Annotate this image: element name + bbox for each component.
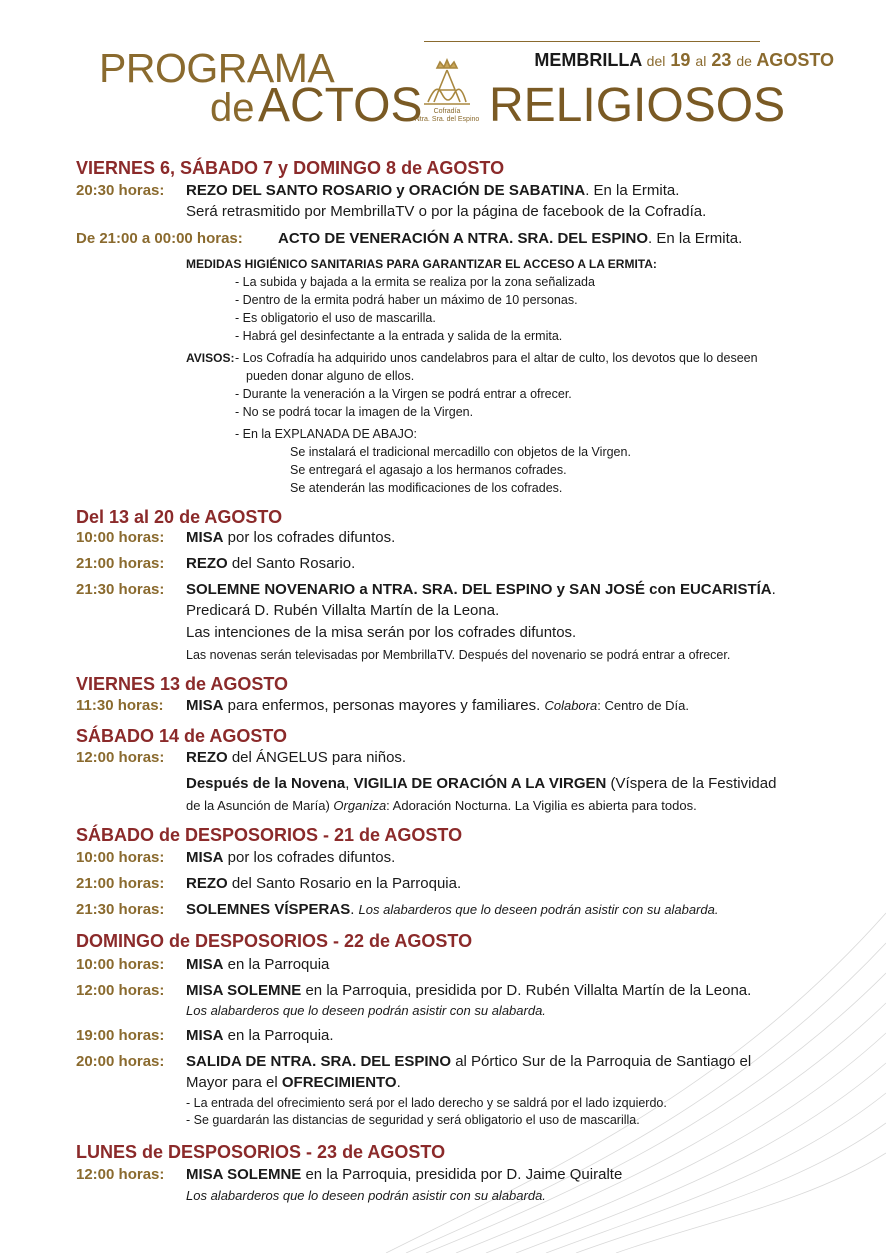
section-title: DOMINGO de DESPOSORIOS - 22 de AGOSTO [76,931,473,951]
cofradia-emblem [412,58,482,132]
event-time: 10:00 horas: [76,849,165,866]
event-time: 12:00 horas: [76,1166,165,1183]
event-time: 20:00 horas: [76,1053,165,1070]
event-time: 19:00 horas: [76,1027,165,1044]
event-time: 20:30 horas: [76,182,165,199]
event-description: MISA para enfermos, personas mayores y familiares. Colabora: Centro de Día. [186,697,690,714]
event-description: REZO del Santo Rosario. [186,555,356,572]
del-word: del [646,53,666,69]
event-detail: de la Asunción de María) Organiza: Adoración Nocturna. La Vigilia es abierta para todos. [186,798,697,813]
event-time: 21:30 horas: [76,901,165,918]
list-item: Se instalará el tradicional mercadillo con objetos de la Virgen. [290,445,631,459]
event-description: REZO DEL SANTO ROSARIO y ORACIÓN DE SABATINA. En la Ermita. [186,182,680,199]
list-item: - Durante la veneración a la Virgen se podrá entrar a ofrecer. [235,387,572,401]
crown-monogram-icon [420,58,474,108]
list-item: - No se podrá tocar la imagen de la Virgen. [235,405,474,419]
section-title: VIERNES 13 de AGOSTO [76,674,289,694]
event-description: SOLEMNES VÍSPERAS. Los alabarderos que lo deseen podrán asistir con su alabarda. [186,901,719,918]
event-time: 10:00 horas: [76,956,165,973]
day-from: 19 [670,50,691,70]
al-word: al [695,53,707,69]
medidas-title: MEDIDAS HIGIÉNICO SANITARIAS PARA GARANTIZAR EL ACCESO A LA ERMITA: [186,257,657,271]
event-detail: Las intenciones de la misa serán por los cofrades difuntos. [186,624,577,641]
event-time: 12:00 horas: [76,749,165,766]
event-detail: Será retrasmitido por MembrillaTV o por la página de facebook de la Cofradía. [186,203,707,220]
event-description: REZO del ÁNGELUS para niños. [186,749,407,766]
event-detail: Mayor para el OFRECIMIENTO. [186,1074,401,1091]
month-name: AGOSTO [756,50,834,70]
emblem-line2: Ntra. Sra. del Espino [414,116,480,123]
event-description: SALIDA DE NTRA. SRA. DEL ESPINO al Pórtico Sur de la Parroquia de Santiago el [186,1053,752,1070]
list-item: - En la EXPLANADA DE ABAJO: [235,427,418,441]
event-description: REZO del Santo Rosario en la Parroquia. [186,875,462,892]
section-title: Del 13 al 20 de AGOSTO [76,507,283,527]
list-item: Se entregará el agasajo a los hermanos cofrades. [290,463,567,477]
event-note: - Se guardarán las distancias de seguridad y será obligatorio el uso de mascarilla. [186,1113,640,1127]
list-item: - Es obligatorio el uso de mascarilla. [235,311,436,325]
de-word: de [736,53,752,69]
section-title: SÁBADO de DESPOSORIOS - 21 de AGOSTO [76,825,463,845]
event-note: Las novenas serán televisadas por MembrillaTV. Después del novenario se podrá entrar a ofrecer. [186,648,731,662]
event-time: 11:30 horas: [76,697,164,714]
list-item: - Habrá gel desinfectante a la entrada y salida de la ermita. [235,329,563,343]
event-note: - La entrada del ofrecimiento será por el lado derecho y se saldrá por el lado izquierdo. [186,1096,667,1110]
emblem-line1: Cofradía [433,108,461,115]
event-description: MISA en la Parroquia. [186,1027,334,1044]
event-description: MISA por los cofrades difuntos. [186,529,396,546]
event-detail: Los alabarderos que lo deseen podrán asistir con su alabarda. [186,1003,546,1018]
event-time: 21:00 horas: [76,555,165,572]
event-time: 12:00 horas: [76,982,165,999]
event-time: 21:00 horas: [76,875,165,892]
list-item: Se atenderán las modificaciones de los cofrades. [290,481,563,495]
list-item: - La subida y bajada a la ermita se realiza por la zona señalizada [235,275,595,289]
event-description: MISA en la Parroquia [186,956,330,973]
event-detail: Los alabarderos que lo deseen podrán asistir con su alabarda. [186,1188,546,1203]
day-to: 23 [711,50,732,70]
event-description: MISA SOLEMNE en la Parroquia, presidida por D. Jaime Quiralte [186,1166,623,1183]
list-item: pueden donar alguno de ellos. [246,369,415,383]
list-item: - Los Cofradía ha adquirido unos candelabros para el altar de culto, los devotos que lo deseen [235,351,758,365]
list-item: - Dentro de la ermita podrá haber un máximo de 10 personas. [235,293,578,307]
event-detail: Predicará D. Rubén Villalta Martín de la Leona. [186,602,500,619]
section-title: LUNES de DESPOSORIOS - 23 de AGOSTO [76,1142,446,1162]
location-dates [534,50,834,71]
avisos-label: AVISOS: [186,351,235,365]
event-description: MISA por los cofrades difuntos. [186,849,396,866]
title-religiosos: RELIGIOSOS [489,79,786,132]
event-time: 21:30 horas: [76,581,165,598]
title-actos: ACTOS [258,79,423,132]
header-rule [424,41,760,42]
event-time: De 21:00 a 00:00 horas: [76,230,243,247]
event-description: Después de la Novena, VIGILIA DE ORACIÓN A LA VIRGEN (Víspera de la Festividad [186,775,777,792]
event-description: SOLEMNE NOVENARIO a NTRA. SRA. DEL ESPINO y SAN JOSÉ con EUCARISTÍA. [186,581,776,598]
town-name: MEMBRILLA [534,50,642,70]
section-title: VIERNES 6, SÁBADO 7 y DOMINGO 8 de AGOSTO [76,158,505,178]
event-description: MISA SOLEMNE en la Parroquia, presidida por D. Rubén Villalta Martín de la Leona. [186,982,752,999]
title-de: de [210,86,255,130]
event-description: ACTO DE VENERACIÓN A NTRA. SRA. DEL ESPINO. En la Ermita. [278,230,743,247]
event-time: 10:00 horas: [76,529,165,546]
section-title: SÁBADO 14 de AGOSTO [76,726,288,746]
title-programa: PROGRAMA [99,45,335,91]
